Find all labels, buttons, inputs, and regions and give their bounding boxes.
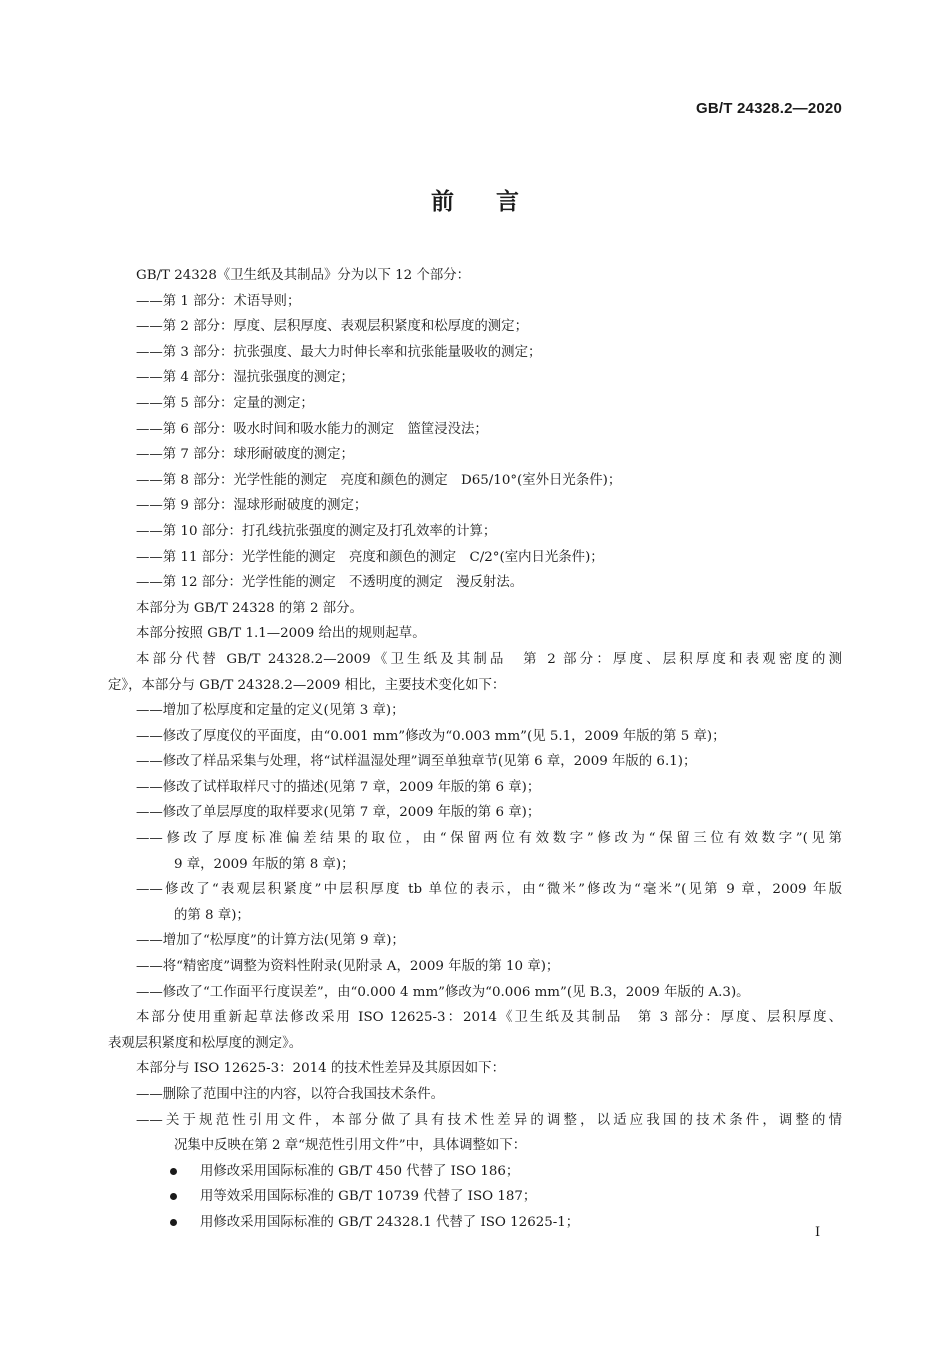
text-line: 本部分为 GB/T 24328 的第 2 部分。 <box>136 600 363 616</box>
list-item: ——第 3 部分：抗张强度、最大力时伸长率和抗张能量吸收的测定； <box>136 344 542 360</box>
bullet-text: 用等效采用国际标准的 GB/T 10739 代替了 ISO 187； <box>200 1189 537 1205</box>
bullet-icon <box>170 1168 177 1175</box>
list-item-continuation: 的第 8 章)； <box>174 907 250 923</box>
text-line: 本部分按照 GB/T 1.1—2009 给出的规则起草。 <box>136 626 426 642</box>
bullet-text: 用修改采用国际标准的 GB/T 24328.1 代替了 ISO 12625-1； <box>200 1214 580 1230</box>
standard-number: GB/T 24328.2—2020 <box>696 100 842 117</box>
list-item: ——第 5 部分：定量的测定； <box>136 395 314 411</box>
list-item: ——第 10 部分：打孔线抗张强度的测定及打孔效率的计算； <box>136 523 497 539</box>
bullet-icon <box>170 1219 177 1226</box>
list-item: ——第 7 部分：球形耐破度的测定； <box>136 447 354 463</box>
list-item: ——修改了试样取样尺寸的描述(见第 7 章，2009 年版的第 6 章)； <box>136 779 541 795</box>
list-item: ——第 6 部分：吸水时间和吸水能力的测定 篮筐浸没法； <box>136 421 488 437</box>
list-item: ——第 4 部分：湿抗张强度的测定； <box>136 370 354 386</box>
list-item: ——第 8 部分：光学性能的测定 亮度和颜色的测定 D65/10°(室外日光条件)； <box>136 472 622 488</box>
bullet-item <box>108 1210 842 1236</box>
list-item: ——修改了样品采集与处理，将“试样温湿处理”调至单独章节(见第 6 章，2009 年版的 6.1)； <box>136 754 697 770</box>
list-item: ——增加了松厚度和定量的定义(见第 3 章)； <box>136 703 405 719</box>
list-item: ——第 1 部分：术语导则； <box>136 293 301 309</box>
list-item: ——修改了厚度仪的平面度，由“0.001 mm”修改为“0.003 mm”(见 5.1，2009 年版的第 5 章)； <box>136 728 726 744</box>
list-item: ——将“精密度”调整为资料性附录(见附录 A，2009 年版的第 10 章)； <box>136 959 560 975</box>
list-item: ——第 2 部分：厚度、层积厚度、表观层积紧度和松厚度的测定； <box>136 319 528 335</box>
list-item: ——修改了单层厚度的取样要求(见第 7 章，2009 年版的第 6 章)； <box>136 805 541 821</box>
text-line: 本部分与 ISO 12625-3：2014 的技术性差异及其原因如下： <box>136 1061 505 1077</box>
text-line: GB/T 24328《卫生纸及其制品》分为以下 12 个部分： <box>136 268 471 283</box>
page-title: 前言 <box>431 189 561 215</box>
text-line: 表观层积紧度和松厚度的测定》。 <box>108 1035 303 1051</box>
bullet-item <box>108 1184 842 1210</box>
list-item: ——删除了范围中注的内容，以符合我国技术条件。 <box>136 1087 444 1102</box>
bullet-item <box>108 1159 842 1185</box>
list-item-continuation: 9 章，2009 年版的第 8 章)； <box>174 856 355 872</box>
text-line: 定》，本部分与 GB/T 24328.2—2009 相比，主要技术变化如下： <box>108 677 506 693</box>
document-body <box>108 263 842 1236</box>
list-item-continuation: 况集中反映在第 2 章“规范性引用文件”中，具体调整如下： <box>174 1138 527 1154</box>
list-item: ——第 9 部分：湿球形耐破度的测定； <box>136 498 368 514</box>
list-item: ——关于规范性引用文件，本部分做了具有技术性差异的调整，以适应我国的技术条件，调整的情 <box>136 1112 842 1128</box>
page-number: I <box>815 1225 821 1240</box>
list-item: ——修改了“工作面平行度误差”，由“0.000 4 mm”修改为“0.006 mm”(见 B.3，2009 年版的 A.3)。 <box>136 984 750 1000</box>
text-line: 本部分使用重新起草法修改采用 ISO 12625-3：2014《卫生纸及其制品 第 3 部分：厚度、层积厚度、 <box>136 1010 842 1026</box>
list-item: ——修改了“表观层积紧度”中层积厚度 tb 单位的表示，由“微米”修改为“毫米”(见第 9 章，2009 年版 <box>136 882 842 898</box>
bullet-text: 用修改采用国际标准的 GB/T 450 代替了 ISO 186； <box>200 1163 520 1179</box>
list-item: ——第 12 部分：光学性能的测定 不透明度的测定 漫反射法。 <box>136 575 524 591</box>
list-item: ——修改了厚度标准偏差结果的取位，由“保留两位有效数字”修改为“保留三位有效数字”(见第 <box>136 831 842 847</box>
list-item: ——增加了“松厚度”的计算方法(见第 9 章)； <box>136 933 405 949</box>
list-item: ——第 11 部分：光学性能的测定 亮度和颜色的测定 C/2°(室内日光条件)； <box>136 549 604 565</box>
text-line: 本部分代替 GB/T 24328.2—2009《卫生纸及其制品 第 2 部分：厚度、层积厚度和表观密度的测 <box>136 651 842 667</box>
